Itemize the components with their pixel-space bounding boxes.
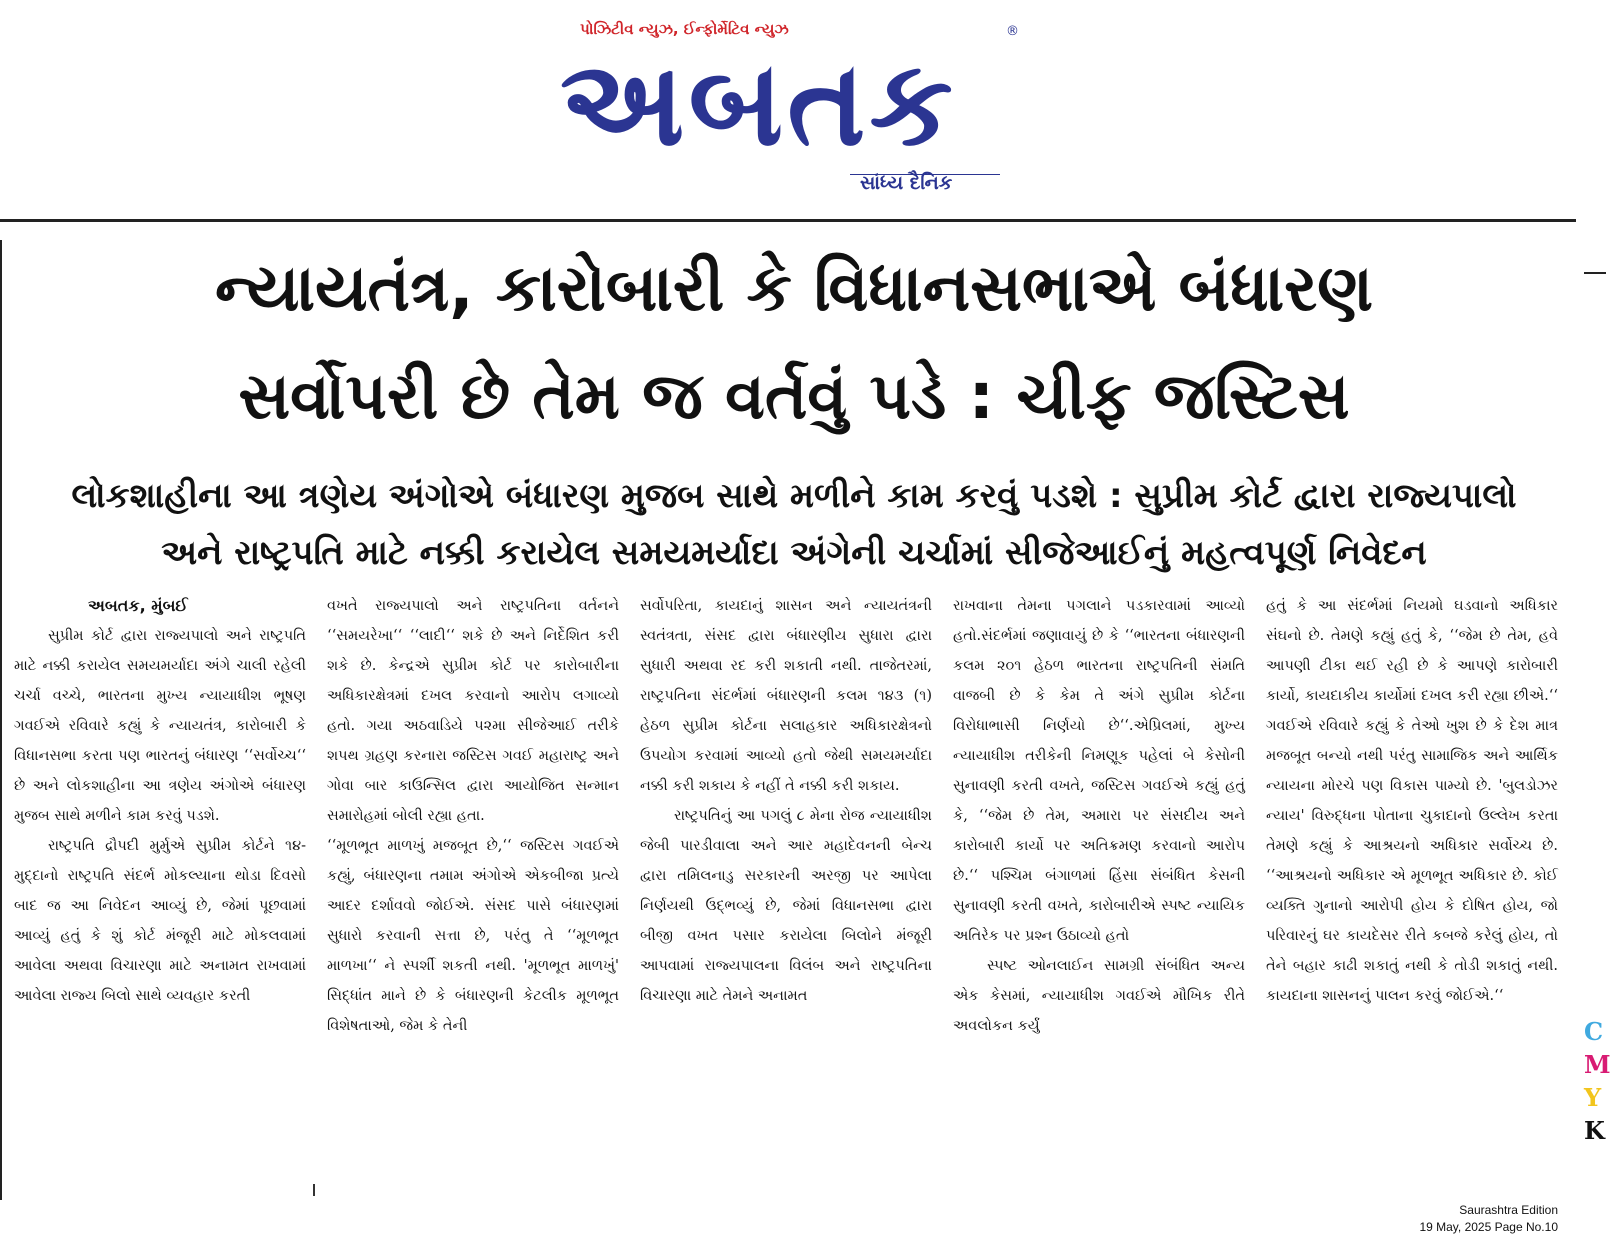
article-column-3 (640, 591, 932, 1171)
dateline: અબતક, મુંબઈ (88, 596, 188, 615)
cmyk-mark-cyan: C (1584, 1017, 1604, 1046)
masthead (560, 16, 1030, 206)
paragraph: રાષ્ટ્રપતિનું આ પગલું ૮ મેના રોજ ન્યાયાધીશ જેબી પારડીવાલા અને આર મહાદેવનની બેન્ચ દ્વારા તમિલનાડુ સરકારની અરજી પર આપેલા નિર્ણયથી ઉદ્ભવ્યું છે, જેમાં વિધાનસભા દ્વારા બીજી વખત પસાર કરાયેલા બિલોને મંજૂરી આપવામાં રાજ્યપાલના વિલંબ અને રાષ્ટ્રપતિના વિચારણા માટે તેમને અનામત (640, 808, 932, 1004)
paragraph: ‘‘મૂળભૂત માળખું મજબૂત છે,‘‘ જસ્ટિસ ગવઈએ કહ્યું, બંધારણના તમામ અંગોએ એકબીજા પ્રત્યે આદર દર્શાવવો જોઈએ. સંસદ પાસે બંધારણમાં સુધારો કરવાની સત્તા છે, પરંતુ તે ‘‘મૂળભૂત માળખા‘‘ ને સ્પર્શી શકતી નથી. 'મૂળભૂત માળખું' સિદ્ધાંત માને છે કે બંધારણની કેટલીક મૂળભૂત વિશેષતાઓ, જેમ કે તેની (327, 838, 619, 1034)
article-column-5 (1266, 591, 1558, 1171)
paragraph: વખતે રાજ્યપાલો અને રાષ્ટ્રપતિના વર્તનને ‘‘સમયરેખા‘‘ ‘‘લાદી‘‘ શકે છે અને નિર્દેશિત કરી શકે છે. કેન્દ્રએ સુપ્રીમ કોર્ટ પર કારોબારીના અધિકારક્ષેત્રમાં દખલ કરવાનો આરોપ લગાવ્યો હતો. ગયા અઠવાડિયે ૫૨મા સીજેઆઈ તરીકે શપથ ગ્રહણ કરનારા જસ્ટિસ ગવઈ મહારાષ્ટ્ર અને ગોવા બાર કાઉન્સિલ દ્વારા આયોજિત સન્માન સમારોહમાં બોલી રહ્યા હતા. (327, 598, 619, 824)
paragraph: સ્પષ્ટ ઓનલાઈન સામગ્રી સંબંધિત અન્ય એક કેસમાં, ન્યાયાધીશ ગવઈએ મૌખિક રીતે અવલોકન કર્યું (953, 958, 1245, 1034)
paragraph: હતું કે આ સંદર્ભમાં નિયમો ઘડવાનો અધિકાર સંઘનો છે. તેમણે કહ્યું હતું કે, ‘‘જેમ છે તેમ, હવે આપણી ટીકા થઈ રહી છે કે આપણે કારોબારી કાર્યો, કાયદાકીય કાર્યોમાં દખલ કરી રહ્યા છીએ.‘‘ ગવઈએ રવિવારે કહ્યું કે તેઓ ખુશ છે કે દેશ માત્ર મજબૂત બન્યો નથી પરંતુ સામાજિક અને આર્થિક ન્યાયના મોરચે પણ વિકાસ પામ્યો છે. 'બુલડોઝર ન્યાય' વિરુદ્ધના પોતાના ચુકાદાનો ઉલ્લેખ કરતા તેમણે કહ્યું કે આશ્રયનો અધિકાર સર્વોચ્ચ છે. ‘‘આશ્રયનો અધિકાર એ મૂળભૂત અધિકાર છે. કોઈ વ્યક્તિ ગુનાનો આરોપી હોય કે દોષિત હોય, જો પરિવારનું ઘર કાયદેસર રીતે કબજે કરેલું હોય, તો તેને બહાર કાઢી શકાતું નથી કે તોડી શકાતું નથી. કાયદાના શાસનનું પાલન કરવું જોઈએ.‘‘ (1266, 598, 1558, 1004)
column-tick-mark (313, 1184, 315, 1196)
masthead-divider (0, 219, 1576, 222)
cmyk-mark-yellow: Y (1584, 1083, 1602, 1112)
paragraph: રાખવાના તેમના પગલાને પડકારવામાં આવ્યો હતો.સંદર્ભમાં જણાવાયું છે કે ‘‘ભારતના બંધારણની કલમ ૨૦૧ હેઠળ ભારતના રાષ્ટ્રપતિની સંમતિ વાજબી છે કે કેમ તે અંગે સુપ્રીમ કોર્ટના વિરોધાભાસી નિર્ણયો છે‘‘.એપ્રિલમાં, મુખ્ય ન્યાયાધીશ તરીકેની નિમણૂક પહેલાં બે કેસોની સુનાવણી કરતી વખતે, જસ્ટિસ ગવઈએ કહ્યું હતું કે, ‘‘જેમ છે તેમ, અમારા પર સંસદીય અને કારોબારી કાર્યો પર અતિક્રમણ કરવાનો આરોપ છે.‘‘ પશ્ચિમ બંગાળમાં હિંસા સંબંધિત કેસની સુનાવણી કરતી વખતે, કારોબારીએ સ્પષ્ટ ન્યાયિક અતિરેક પર પ્રશ્ન ઉઠાવ્યો હતો (953, 598, 1245, 944)
masthead-tagline: પોઝિટીવ ન્યુઝ, ઈન્ફોર્મેટિવ ન્યુઝ (580, 20, 789, 38)
deck-line-1: લોકશાહીના આ ત્રણેય અંગોએ બંધારણ મુજબ સાથે મળીને કામ કરવું પડશે : સુપ્રીમ કોર્ટ દ્વારા રાજ્યપાલો (71, 476, 1517, 516)
newspaper-logo: અબતક (560, 34, 957, 172)
cmyk-mark-black: K (1584, 1116, 1605, 1145)
article-body (14, 591, 1576, 1171)
masthead-subtitle: સાંધ્ય દૈનિક (860, 172, 953, 194)
registered-mark: ® (1006, 24, 1019, 39)
headline-line-1: ન્યાયતંત્ર, કારોબારી કે વિધાનસભાએ બંધારણ (214, 252, 1374, 326)
crop-mark (1584, 272, 1606, 274)
article-column-4 (953, 591, 1245, 1171)
edition-label: Saurashtra Edition (1459, 1203, 1558, 1217)
deck-line-2: અને રાષ્ટ્રપતિ માટે નક્કી કરાયેલ સમયમર્યાદા અંગેની ચર્ચામાં સીજેઆઈનું મહત્વપૂર્ણ નિવેદન (161, 533, 1427, 573)
cmyk-mark-magenta: M (1584, 1050, 1611, 1079)
article-column-1 (14, 591, 306, 1171)
article-column-2 (327, 591, 619, 1171)
date-page-label: 19 May, 2025 Page No.10 (1419, 1220, 1558, 1234)
paragraph: રાષ્ટ્રપતિ દ્રૌપદી મુર્મુએ સુપ્રીમ કોર્ટને ૧૪-મુદ્દાનો રાષ્ટ્રપતિ સંદર્ભ મોકલ્યાના થોડા દિવસો બાદ જ આ નિવેદન આવ્યું છે, જેમાં પૂછવામાં આવ્યું હતું કે શું કોર્ટ મંજૂરી માટે મોકલવામાં આવેલા અથવા વિચારણા માટે અનામત રાખવામાં આવેલા રાજ્ય બિલો સાથે વ્યવહાર કરતી (14, 838, 306, 1004)
paragraph: સુપ્રીમ કોર્ટ દ્વારા રાજ્યપાલો અને રાષ્ટ્રપતિ માટે નક્કી કરાયેલ સમયમર્યાદા અંગે ચાલી રહેલી ચર્ચા વચ્ચે, ભારતના મુખ્ય ન્યાયાધીશ ભૂષણ ગવઈએ રવિવારે કહ્યું કે ન્યાયતંત્ર, કારોબારી કે વિધાનસભા કરતા પણ ભારતનું બંધારણ ‘‘સર્વોચ્ચ‘‘ છે અને લોકશાહીના આ ત્રણેય અંગોએ બંધારણ મુજબ સાથે મળીને કામ કરવું પડશે. (14, 628, 306, 824)
paragraph: સર્વોપરિતા, કાયદાનું શાસન અને ન્યાયતંત્રની સ્વતંત્રતા, સંસદ દ્વારા બંધારણીય સુધારા દ્વારા સુધારી અથવા રદ કરી શકાતી નથી. તાજેતરમાં, રાષ્ટ્રપતિના સંદર્ભમાં બંધારણની કલમ ૧૪૩ (૧) હેઠળ સુપ્રીમ કોર્ટના સલાહકાર અધિકારક્ષેત્રનો ઉપયોગ કરવામાં આવ્યો હતો જેથી સમયમર્યાદા નક્કી કરી શકાય કે નહીં તે નક્કી કરી શકાય. (640, 598, 932, 794)
left-border-rule (0, 240, 2, 1200)
headline-line-2: સર્વોપરી છે તેમ જ વર્તવું પડે : ચીફ જસ્ટિસ (238, 360, 1350, 434)
